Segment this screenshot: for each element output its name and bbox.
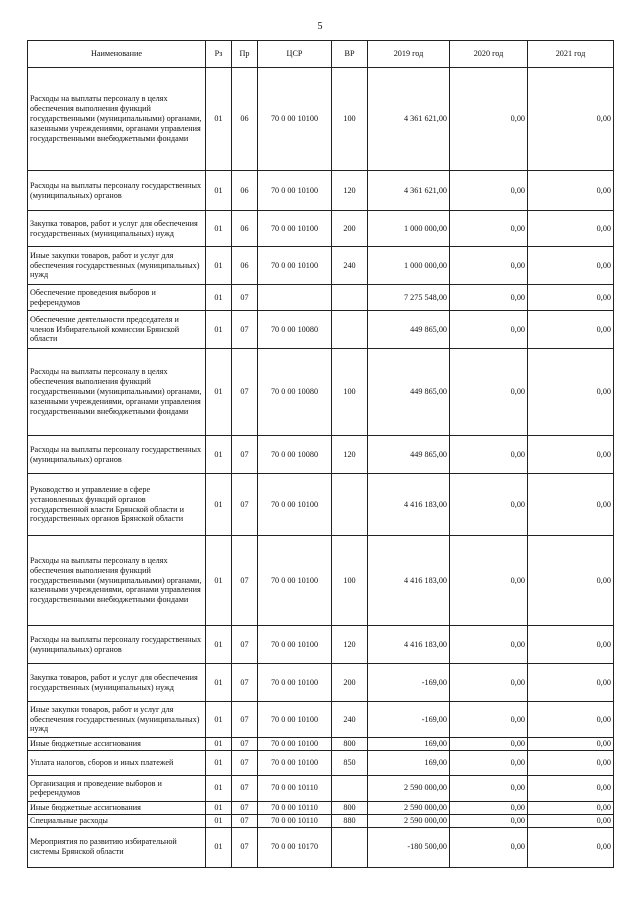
cell-name: Организация и проведение выборов и референдумов xyxy=(28,775,206,801)
cell-name: Расходы на выплаты персоналу государственных (муниципальных) органов xyxy=(28,626,206,664)
cell-y2019: -180 500,00 xyxy=(368,827,450,867)
cell-rz: 01 xyxy=(206,626,232,664)
cell-y2021: 0,00 xyxy=(528,814,614,827)
cell-name: Уплата налогов, сборов и иных платежей xyxy=(28,750,206,775)
cell-y2021: 0,00 xyxy=(528,349,614,436)
cell-pr: 07 xyxy=(232,827,258,867)
table-body xyxy=(28,68,614,868)
cell-y2019: 4 361 621,00 xyxy=(368,171,450,211)
cell-name: Расходы на выплаты персоналу в целях обеспечения выполнения функций государственными (муниципальными) органами, казенными учреждениями, органами управления государственными внебюджетными фондами xyxy=(28,536,206,626)
cell-y2021: 0,00 xyxy=(528,702,614,738)
cell-y2021: 0,00 xyxy=(528,775,614,801)
cell-csr: 70 0 00 10080 xyxy=(258,311,332,349)
cell-name: Иные закупки товаров, работ и услуг для обеспечения государственных (муниципальных) нужд xyxy=(28,702,206,738)
cell-vr xyxy=(332,775,368,801)
cell-y2019: 1 000 000,00 xyxy=(368,247,450,285)
cell-name: Закупка товаров, работ и услуг для обеспечения государственных (муниципальных) нужд xyxy=(28,664,206,702)
cell-y2019: 4 416 183,00 xyxy=(368,626,450,664)
cell-vr: 100 xyxy=(332,68,368,171)
cell-y2021: 0,00 xyxy=(528,827,614,867)
cell-name: Расходы на выплаты персоналу государственных (муниципальных) органов xyxy=(28,436,206,474)
cell-y2020: 0,00 xyxy=(450,474,528,536)
cell-rz: 01 xyxy=(206,801,232,814)
table-row xyxy=(28,664,614,702)
header-vr: ВР xyxy=(332,41,368,68)
cell-y2019: 2 590 000,00 xyxy=(368,775,450,801)
cell-pr: 07 xyxy=(232,702,258,738)
cell-y2021: 0,00 xyxy=(528,738,614,751)
cell-y2021: 0,00 xyxy=(528,750,614,775)
cell-y2021: 0,00 xyxy=(528,664,614,702)
cell-rz: 01 xyxy=(206,814,232,827)
cell-csr: 70 0 00 10080 xyxy=(258,349,332,436)
cell-vr: 800 xyxy=(332,738,368,751)
cell-csr: 70 0 00 10100 xyxy=(258,171,332,211)
cell-csr: 70 0 00 10100 xyxy=(258,738,332,751)
table-row xyxy=(28,311,614,349)
table-row xyxy=(28,775,614,801)
cell-vr: 120 xyxy=(332,626,368,664)
cell-y2019: 2 590 000,00 xyxy=(368,814,450,827)
budget-table xyxy=(27,40,614,868)
header-y2020: 2020 год xyxy=(450,41,528,68)
cell-y2019: -169,00 xyxy=(368,702,450,738)
table-row xyxy=(28,349,614,436)
table-row xyxy=(28,626,614,664)
table-row xyxy=(28,738,614,751)
cell-rz: 01 xyxy=(206,436,232,474)
cell-y2020: 0,00 xyxy=(450,536,528,626)
cell-csr: 70 0 00 10170 xyxy=(258,827,332,867)
cell-y2021: 0,00 xyxy=(528,626,614,664)
cell-vr: 100 xyxy=(332,349,368,436)
header-pr: Пр xyxy=(232,41,258,68)
cell-rz: 01 xyxy=(206,702,232,738)
cell-name: Обеспечение проведения выборов и референдумов xyxy=(28,285,206,311)
cell-rz: 01 xyxy=(206,211,232,247)
cell-y2020: 0,00 xyxy=(450,775,528,801)
cell-rz: 01 xyxy=(206,750,232,775)
table-row xyxy=(28,285,614,311)
cell-y2019: 7 275 548,00 xyxy=(368,285,450,311)
table-row xyxy=(28,68,614,171)
cell-pr: 07 xyxy=(232,775,258,801)
cell-name: Руководство и управление в сфере установленных функций органов государственной власти Брянской области и государственных органов Брянской области xyxy=(28,474,206,536)
cell-pr: 07 xyxy=(232,436,258,474)
cell-rz: 01 xyxy=(206,68,232,171)
cell-y2019: 449 865,00 xyxy=(368,436,450,474)
cell-pr: 07 xyxy=(232,738,258,751)
cell-name: Расходы на выплаты персоналу в целях обеспечения выполнения функций государственными (муниципальными) органами, казенными учреждениями, органами управления государственными внебюджетными фондами xyxy=(28,68,206,171)
cell-y2020: 0,00 xyxy=(450,68,528,171)
cell-vr: 800 xyxy=(332,801,368,814)
cell-rz: 01 xyxy=(206,536,232,626)
table-row xyxy=(28,827,614,867)
cell-y2020: 0,00 xyxy=(450,702,528,738)
table-row xyxy=(28,536,614,626)
cell-csr: 70 0 00 10100 xyxy=(258,664,332,702)
cell-rz: 01 xyxy=(206,738,232,751)
cell-y2019: 4 416 183,00 xyxy=(368,474,450,536)
cell-y2021: 0,00 xyxy=(528,311,614,349)
cell-rz: 01 xyxy=(206,171,232,211)
header-csr: ЦСР xyxy=(258,41,332,68)
header-y2019: 2019 год xyxy=(368,41,450,68)
cell-y2020: 0,00 xyxy=(450,285,528,311)
cell-y2021: 0,00 xyxy=(528,474,614,536)
cell-y2019: 169,00 xyxy=(368,738,450,751)
cell-y2021: 0,00 xyxy=(528,247,614,285)
cell-pr: 06 xyxy=(232,247,258,285)
cell-pr: 07 xyxy=(232,814,258,827)
cell-y2020: 0,00 xyxy=(450,171,528,211)
cell-y2020: 0,00 xyxy=(450,211,528,247)
cell-pr: 07 xyxy=(232,349,258,436)
cell-name: Закупка товаров, работ и услуг для обеспечения государственных (муниципальных) нужд xyxy=(28,211,206,247)
cell-y2019: 1 000 000,00 xyxy=(368,211,450,247)
cell-y2021: 0,00 xyxy=(528,536,614,626)
cell-y2019: 449 865,00 xyxy=(368,349,450,436)
cell-csr: 70 0 00 10100 xyxy=(258,536,332,626)
table-row xyxy=(28,211,614,247)
cell-pr: 07 xyxy=(232,750,258,775)
cell-name: Иные закупки товаров, работ и услуг для обеспечения государственных (муниципальных) нужд xyxy=(28,247,206,285)
cell-name: Иные бюджетные ассигнования xyxy=(28,801,206,814)
cell-csr: 70 0 00 10100 xyxy=(258,68,332,171)
cell-csr: 70 0 00 10100 xyxy=(258,750,332,775)
cell-pr: 06 xyxy=(232,68,258,171)
cell-pr: 06 xyxy=(232,171,258,211)
cell-y2021: 0,00 xyxy=(528,211,614,247)
header-y2021: 2021 год xyxy=(528,41,614,68)
cell-csr: 70 0 00 10100 xyxy=(258,702,332,738)
table-row xyxy=(28,247,614,285)
table-header-row xyxy=(28,41,614,68)
cell-rz: 01 xyxy=(206,349,232,436)
cell-y2019: 2 590 000,00 xyxy=(368,801,450,814)
cell-y2020: 0,00 xyxy=(450,311,528,349)
cell-vr: 120 xyxy=(332,171,368,211)
page-number: 5 xyxy=(317,21,323,32)
cell-pr: 07 xyxy=(232,801,258,814)
cell-vr xyxy=(332,311,368,349)
cell-y2019: 169,00 xyxy=(368,750,450,775)
cell-csr: 70 0 00 10110 xyxy=(258,801,332,814)
cell-y2020: 0,00 xyxy=(450,626,528,664)
cell-y2020: 0,00 xyxy=(450,827,528,867)
cell-pr: 07 xyxy=(232,474,258,536)
cell-y2020: 0,00 xyxy=(450,738,528,751)
cell-vr: 850 xyxy=(332,750,368,775)
table-row xyxy=(28,750,614,775)
cell-pr: 07 xyxy=(232,311,258,349)
table-row xyxy=(28,702,614,738)
cell-vr: 100 xyxy=(332,536,368,626)
cell-csr: 70 0 00 10080 xyxy=(258,436,332,474)
table-row xyxy=(28,474,614,536)
header-name: Наименование xyxy=(28,41,206,68)
cell-name: Иные бюджетные ассигнования xyxy=(28,738,206,751)
cell-name: Расходы на выплаты персоналу в целях обеспечения выполнения функций государственными (муниципальными) органами, казенными учреждениями, органами управления государственными внебюджетными фондами xyxy=(28,349,206,436)
cell-csr: 70 0 00 10110 xyxy=(258,814,332,827)
cell-vr xyxy=(332,285,368,311)
cell-vr: 200 xyxy=(332,211,368,247)
cell-name: Мероприятия по развитию избирательной системы Брянской области xyxy=(28,827,206,867)
cell-y2020: 0,00 xyxy=(450,247,528,285)
cell-rz: 01 xyxy=(206,827,232,867)
cell-pr: 07 xyxy=(232,664,258,702)
cell-rz: 01 xyxy=(206,474,232,536)
cell-vr: 120 xyxy=(332,436,368,474)
cell-y2019: -169,00 xyxy=(368,664,450,702)
cell-y2020: 0,00 xyxy=(450,349,528,436)
cell-pr: 07 xyxy=(232,536,258,626)
table-row xyxy=(28,801,614,814)
cell-y2021: 0,00 xyxy=(528,171,614,211)
cell-rz: 01 xyxy=(206,311,232,349)
cell-vr: 200 xyxy=(332,664,368,702)
header-rz: Рз xyxy=(206,41,232,68)
cell-vr: 880 xyxy=(332,814,368,827)
cell-pr: 06 xyxy=(232,211,258,247)
cell-vr: 240 xyxy=(332,247,368,285)
cell-y2021: 0,00 xyxy=(528,285,614,311)
cell-vr: 240 xyxy=(332,702,368,738)
cell-name: Расходы на выплаты персоналу государственных (муниципальных) органов xyxy=(28,171,206,211)
cell-csr: 70 0 00 10100 xyxy=(258,474,332,536)
cell-y2021: 0,00 xyxy=(528,801,614,814)
cell-csr: 70 0 00 10100 xyxy=(258,247,332,285)
cell-y2020: 0,00 xyxy=(450,814,528,827)
cell-y2021: 0,00 xyxy=(528,436,614,474)
cell-rz: 01 xyxy=(206,664,232,702)
cell-y2020: 0,00 xyxy=(450,750,528,775)
table-row xyxy=(28,436,614,474)
cell-rz: 01 xyxy=(206,775,232,801)
cell-y2020: 0,00 xyxy=(450,801,528,814)
cell-name: Специальные расходы xyxy=(28,814,206,827)
cell-rz: 01 xyxy=(206,247,232,285)
cell-vr xyxy=(332,474,368,536)
cell-pr: 07 xyxy=(232,285,258,311)
table-row xyxy=(28,171,614,211)
cell-rz: 01 xyxy=(206,285,232,311)
cell-name: Обеспечение деятельности председателя и членов Избирательной комиссии Брянской области xyxy=(28,311,206,349)
cell-csr: 70 0 00 10110 xyxy=(258,775,332,801)
cell-y2019: 449 865,00 xyxy=(368,311,450,349)
cell-y2019: 4 361 621,00 xyxy=(368,68,450,171)
cell-csr: 70 0 00 10100 xyxy=(258,626,332,664)
cell-y2020: 0,00 xyxy=(450,664,528,702)
table-row xyxy=(28,814,614,827)
cell-y2021: 0,00 xyxy=(528,68,614,171)
cell-y2019: 4 416 183,00 xyxy=(368,536,450,626)
cell-y2020: 0,00 xyxy=(450,436,528,474)
cell-csr: 70 0 00 10100 xyxy=(258,211,332,247)
cell-csr xyxy=(258,285,332,311)
cell-vr xyxy=(332,827,368,867)
cell-pr: 07 xyxy=(232,626,258,664)
